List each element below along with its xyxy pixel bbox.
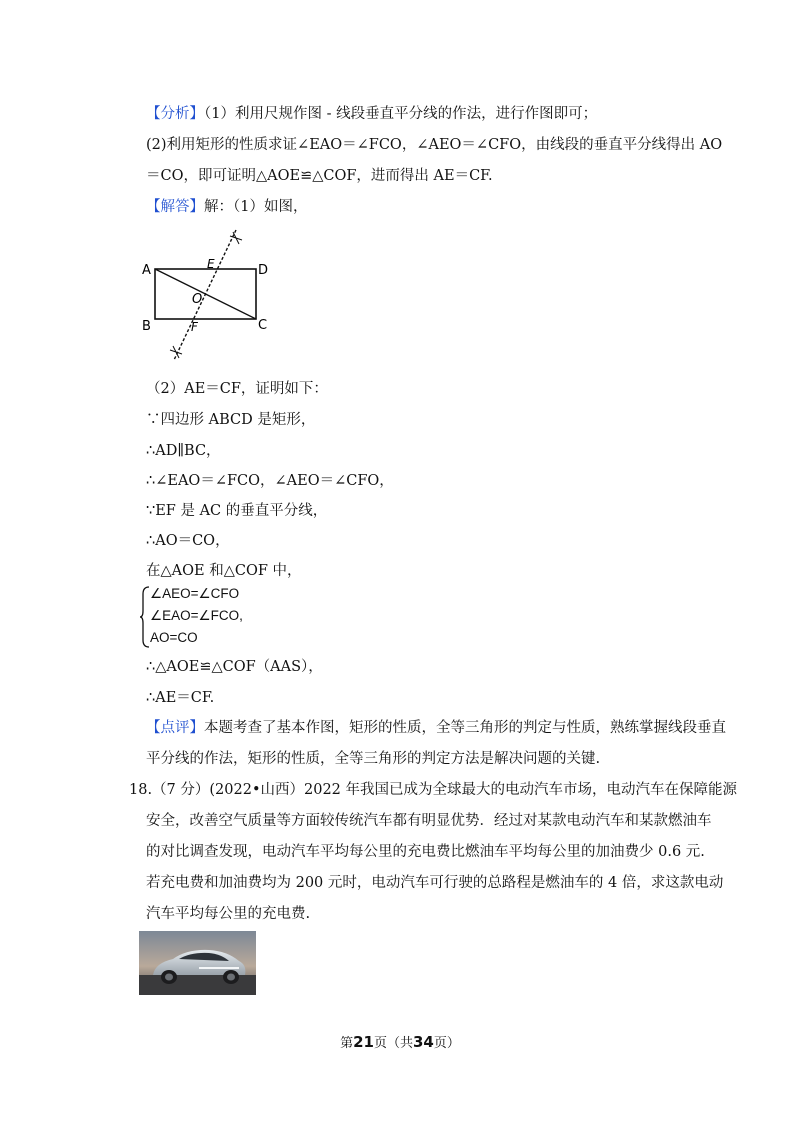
- analysis-text-1: （1）利用尺规作图 - 线段垂直平分线的作法，进行作图即可；: [204, 106, 598, 122]
- left-brace-icon: [140, 586, 150, 648]
- problem18-line-5: 汽车平均每公里的充电费.: [146, 906, 311, 922]
- analysis-tag: 【分析】: [146, 106, 204, 122]
- arc-mark-top: [230, 232, 242, 244]
- proof-line-5: ∵EF 是 AC 的垂直平分线，: [146, 503, 328, 519]
- comment-text-1: 本题考查了基本作图，矩形的性质，全等三角形的判定与性质，熟练掌握线段垂直: [204, 720, 726, 736]
- problem18-line-4: 若充电费和加油费均为 200 元时，电动汽车可行驶的总路程是燃油车的 4 倍，求这款电动: [146, 875, 724, 891]
- analysis-line-2: (2)利用矩形的性质求证∠EAO＝∠FCO，∠AEO＝∠CFO，由线段的垂直平分线得出 AO: [146, 137, 723, 153]
- footer-suffix: 页）: [433, 1036, 460, 1051]
- comment-tag: 【点评】: [146, 720, 204, 736]
- proof-line-4: ∴∠EAO＝∠FCO，∠AEO＝∠CFO，: [146, 473, 394, 489]
- label-f: F: [191, 320, 198, 334]
- proof-line-7: 在△AOE 和△COF 中，: [146, 563, 302, 579]
- rectangle-bisector-figure: [138, 222, 288, 367]
- label-d: D: [258, 263, 269, 278]
- proof-line-3: ∴AD∥BC，: [146, 443, 221, 459]
- condition-2: ∠EAO=∠FCO,: [150, 608, 243, 623]
- footer-mid: 页（共: [373, 1036, 413, 1051]
- footer-prefix: 第: [340, 1036, 354, 1051]
- footer-page-number: 21: [353, 1033, 374, 1051]
- proof-line-1: （2）AE＝CF，证明如下：: [146, 381, 328, 397]
- answer-text-1: 解：（1）如图，: [204, 199, 308, 215]
- label-a: A: [142, 263, 151, 278]
- footer-total-pages: 34: [413, 1033, 434, 1051]
- label-b: B: [142, 319, 151, 334]
- label-e: E: [207, 257, 215, 271]
- proof-line-8: ∴△AOE≌△COF（AAS），: [146, 659, 323, 675]
- problem18-line-1: 18.（7 分）(2022•山西）2022 年我国已成为全球最大的电动汽车市场，电动汽车在保障能源: [129, 782, 738, 798]
- proof-line-2: ∵四边形 ABCD 是矩形，: [146, 412, 316, 428]
- condition-1: ∠AEO=∠CFO: [150, 586, 240, 601]
- analysis-line-1: [146, 104, 597, 124]
- proof-line-6: ∴AO＝CO，: [146, 533, 230, 549]
- proof-line-9: ∴AE＝CF.: [146, 690, 215, 706]
- page-footer: [0, 1032, 800, 1051]
- problem18-line-3: 的对比调查发现，电动汽车平均每公里的充电费比燃油车平均每公里的加油费少 0.6 元.: [146, 844, 705, 860]
- comment-line-1: [146, 718, 726, 738]
- analysis-line-3: ＝CO，即可证明△AOE≌△COF，进而得出 AE＝CF.: [146, 168, 493, 184]
- answer-line-1: [146, 197, 307, 217]
- condition-3: AO=CO: [150, 630, 198, 645]
- bisector-line: [174, 230, 236, 360]
- label-o: O: [192, 292, 203, 307]
- label-c: C: [258, 318, 268, 333]
- answer-tag: 【解答】: [146, 199, 204, 215]
- comment-line-2: 平分线的作法，矩形的性质，全等三角形的判定方法是解决问题的关键.: [146, 751, 601, 767]
- problem18-line-2: 安全，改善空气质量等方面较传统汽车都有明显优势．经过对某款电动汽车和某款燃油车: [146, 813, 712, 829]
- electric-car-photo: [139, 931, 256, 995]
